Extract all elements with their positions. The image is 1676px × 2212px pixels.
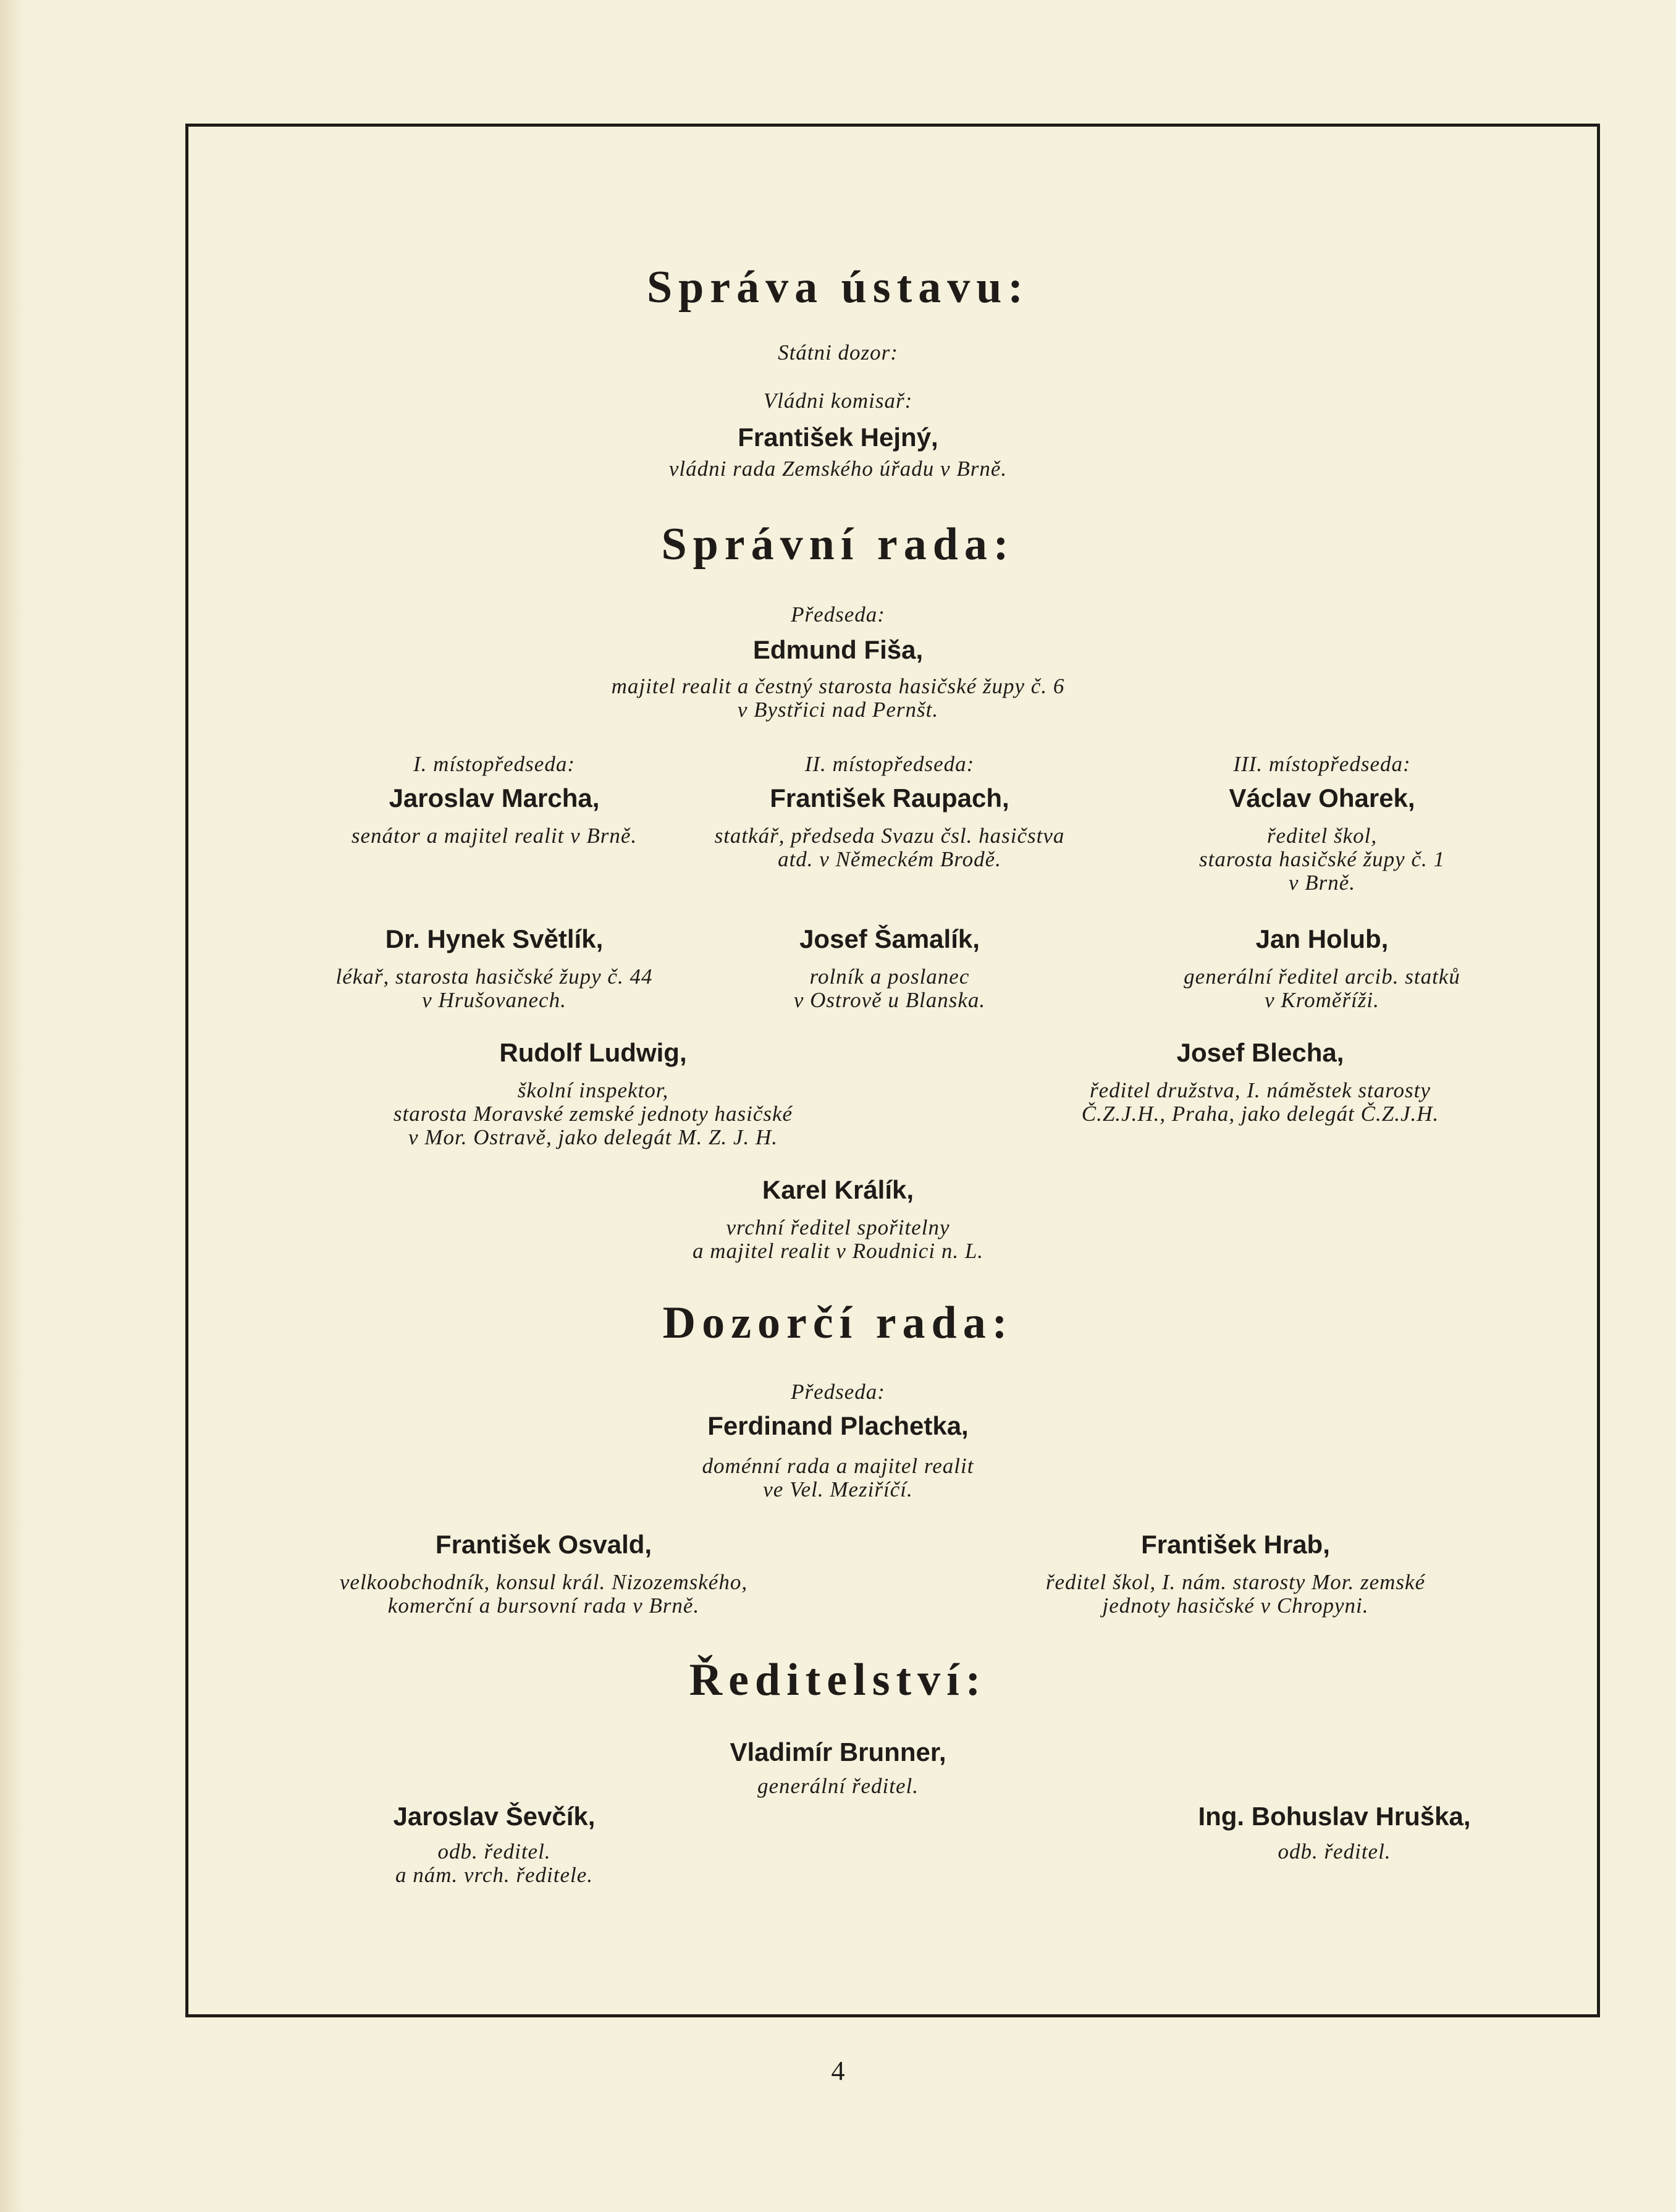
person-name-ludwig: Rudolf Ludwig, bbox=[499, 1038, 687, 1067]
role-vladni-komisar: Vládni komisař: bbox=[763, 389, 913, 413]
page-edge bbox=[0, 0, 25, 2212]
person-name-marcha: Jaroslav Marcha, bbox=[389, 783, 600, 813]
person-name-osvald: František Osvald, bbox=[435, 1530, 652, 1559]
person-name-hrab: František Hrab, bbox=[1141, 1530, 1330, 1559]
person-name-svetlik: Dr. Hynek Světlík, bbox=[385, 924, 604, 953]
person-name-plachetka: Ferdinand Plachetka, bbox=[707, 1411, 969, 1440]
person-desc-hejny: vládni rada Zemského úřadu v Brně. bbox=[668, 457, 1008, 481]
person-desc-marcha: senátor a majitel realit v Brně. bbox=[351, 824, 638, 848]
person-desc-plachetka: doménní rada a majitel realit ve Vel. Meziříčí. bbox=[702, 1454, 974, 1501]
person-desc-brunner: generální ředitel. bbox=[757, 1774, 919, 1798]
role-predseda: Předseda: bbox=[791, 602, 885, 627]
page-number: 4 bbox=[831, 2056, 845, 2086]
person-name-raupach: František Raupach, bbox=[770, 783, 1009, 813]
person-desc-kralik: vrchní ředitel spořitelny a majitel realit v Roudnici n. L. bbox=[692, 1215, 984, 1263]
person-name-oharek: Václav Oharek, bbox=[1229, 783, 1415, 813]
person-desc-osvald: velkoobchodník, konsul král. Nizozemského, komerční a bursovní rada v Brně. bbox=[339, 1570, 748, 1618]
heading-sprava-ustavu: Správa ústavu: bbox=[646, 262, 1030, 313]
person-desc-hrab: ředitel škol, I. nám. starosty Mor. zemské jednoty hasičské v Chropyni. bbox=[1045, 1570, 1426, 1618]
person-name-kralik: Karel Králík, bbox=[762, 1175, 914, 1204]
person-name-fisa: Edmund Fiša, bbox=[752, 635, 924, 664]
role-predseda-dozorci: Předseda: bbox=[791, 1380, 885, 1404]
person-name-blecha: Josef Blecha, bbox=[1176, 1038, 1344, 1067]
person-desc-svetlik: lékař, starosta hasičské župy č. 44 v Hrušovanech. bbox=[335, 965, 653, 1012]
role-vice2: II. místopředseda: bbox=[804, 752, 975, 776]
person-desc-fisa: majitel realit a čestný starosta hasičské župy č. 6 v Bystřici nad Pernšt. bbox=[611, 674, 1065, 722]
heading-reditelstvi: Ředitelství: bbox=[689, 1655, 987, 1705]
person-desc-oharek: ředitel škol, starosta hasičské župy č. 1 v Brně. bbox=[1198, 824, 1446, 895]
person-desc-ludwig: školní inspektor, starosta Moravské zemské jednoty hasičské v Mor. Ostravě, jako delegát M. Z. J. H. bbox=[393, 1078, 793, 1149]
person-name-hejny: František Hejný, bbox=[738, 423, 938, 452]
role-vice3: III. místopředseda: bbox=[1233, 752, 1411, 776]
person-name-holub: Jan Holub, bbox=[1255, 924, 1389, 953]
person-desc-holub: generální ředitel arcib. statků v Kroměříži. bbox=[1184, 965, 1460, 1012]
person-desc-sevcik: odb. ředitel. a nám. vrch. ředitele. bbox=[395, 1839, 594, 1887]
person-name-samalik: Josef Šamalík, bbox=[799, 924, 980, 953]
heading-dozorci-rada: Dozorčí rada: bbox=[662, 1298, 1014, 1348]
person-desc-blecha: ředitel družstva, I. náměstek starosty Č.Z.J.H., Praha, jako delegát Č.Z.J.H. bbox=[1081, 1078, 1439, 1126]
role-vice1: I. místopředseda: bbox=[413, 752, 575, 776]
person-name-sevcik: Jaroslav Ševčík, bbox=[393, 1802, 596, 1831]
person-desc-hruska: odb. ředitel. bbox=[1278, 1839, 1391, 1864]
person-name-hruska: Ing. Bohuslav Hruška, bbox=[1198, 1802, 1471, 1831]
heading-spravni-rada: Správní rada: bbox=[661, 519, 1015, 570]
person-desc-samalik: rolník a poslanec v Ostrově u Blanska. bbox=[793, 965, 986, 1012]
subheading-statni-dozor: Státni dozor: bbox=[778, 340, 898, 365]
person-name-brunner: Vladimír Brunner, bbox=[730, 1737, 946, 1767]
person-desc-raupach: statkář, předseda Svazu čsl. hasičstva atd. v Německém Brodě. bbox=[714, 824, 1065, 871]
